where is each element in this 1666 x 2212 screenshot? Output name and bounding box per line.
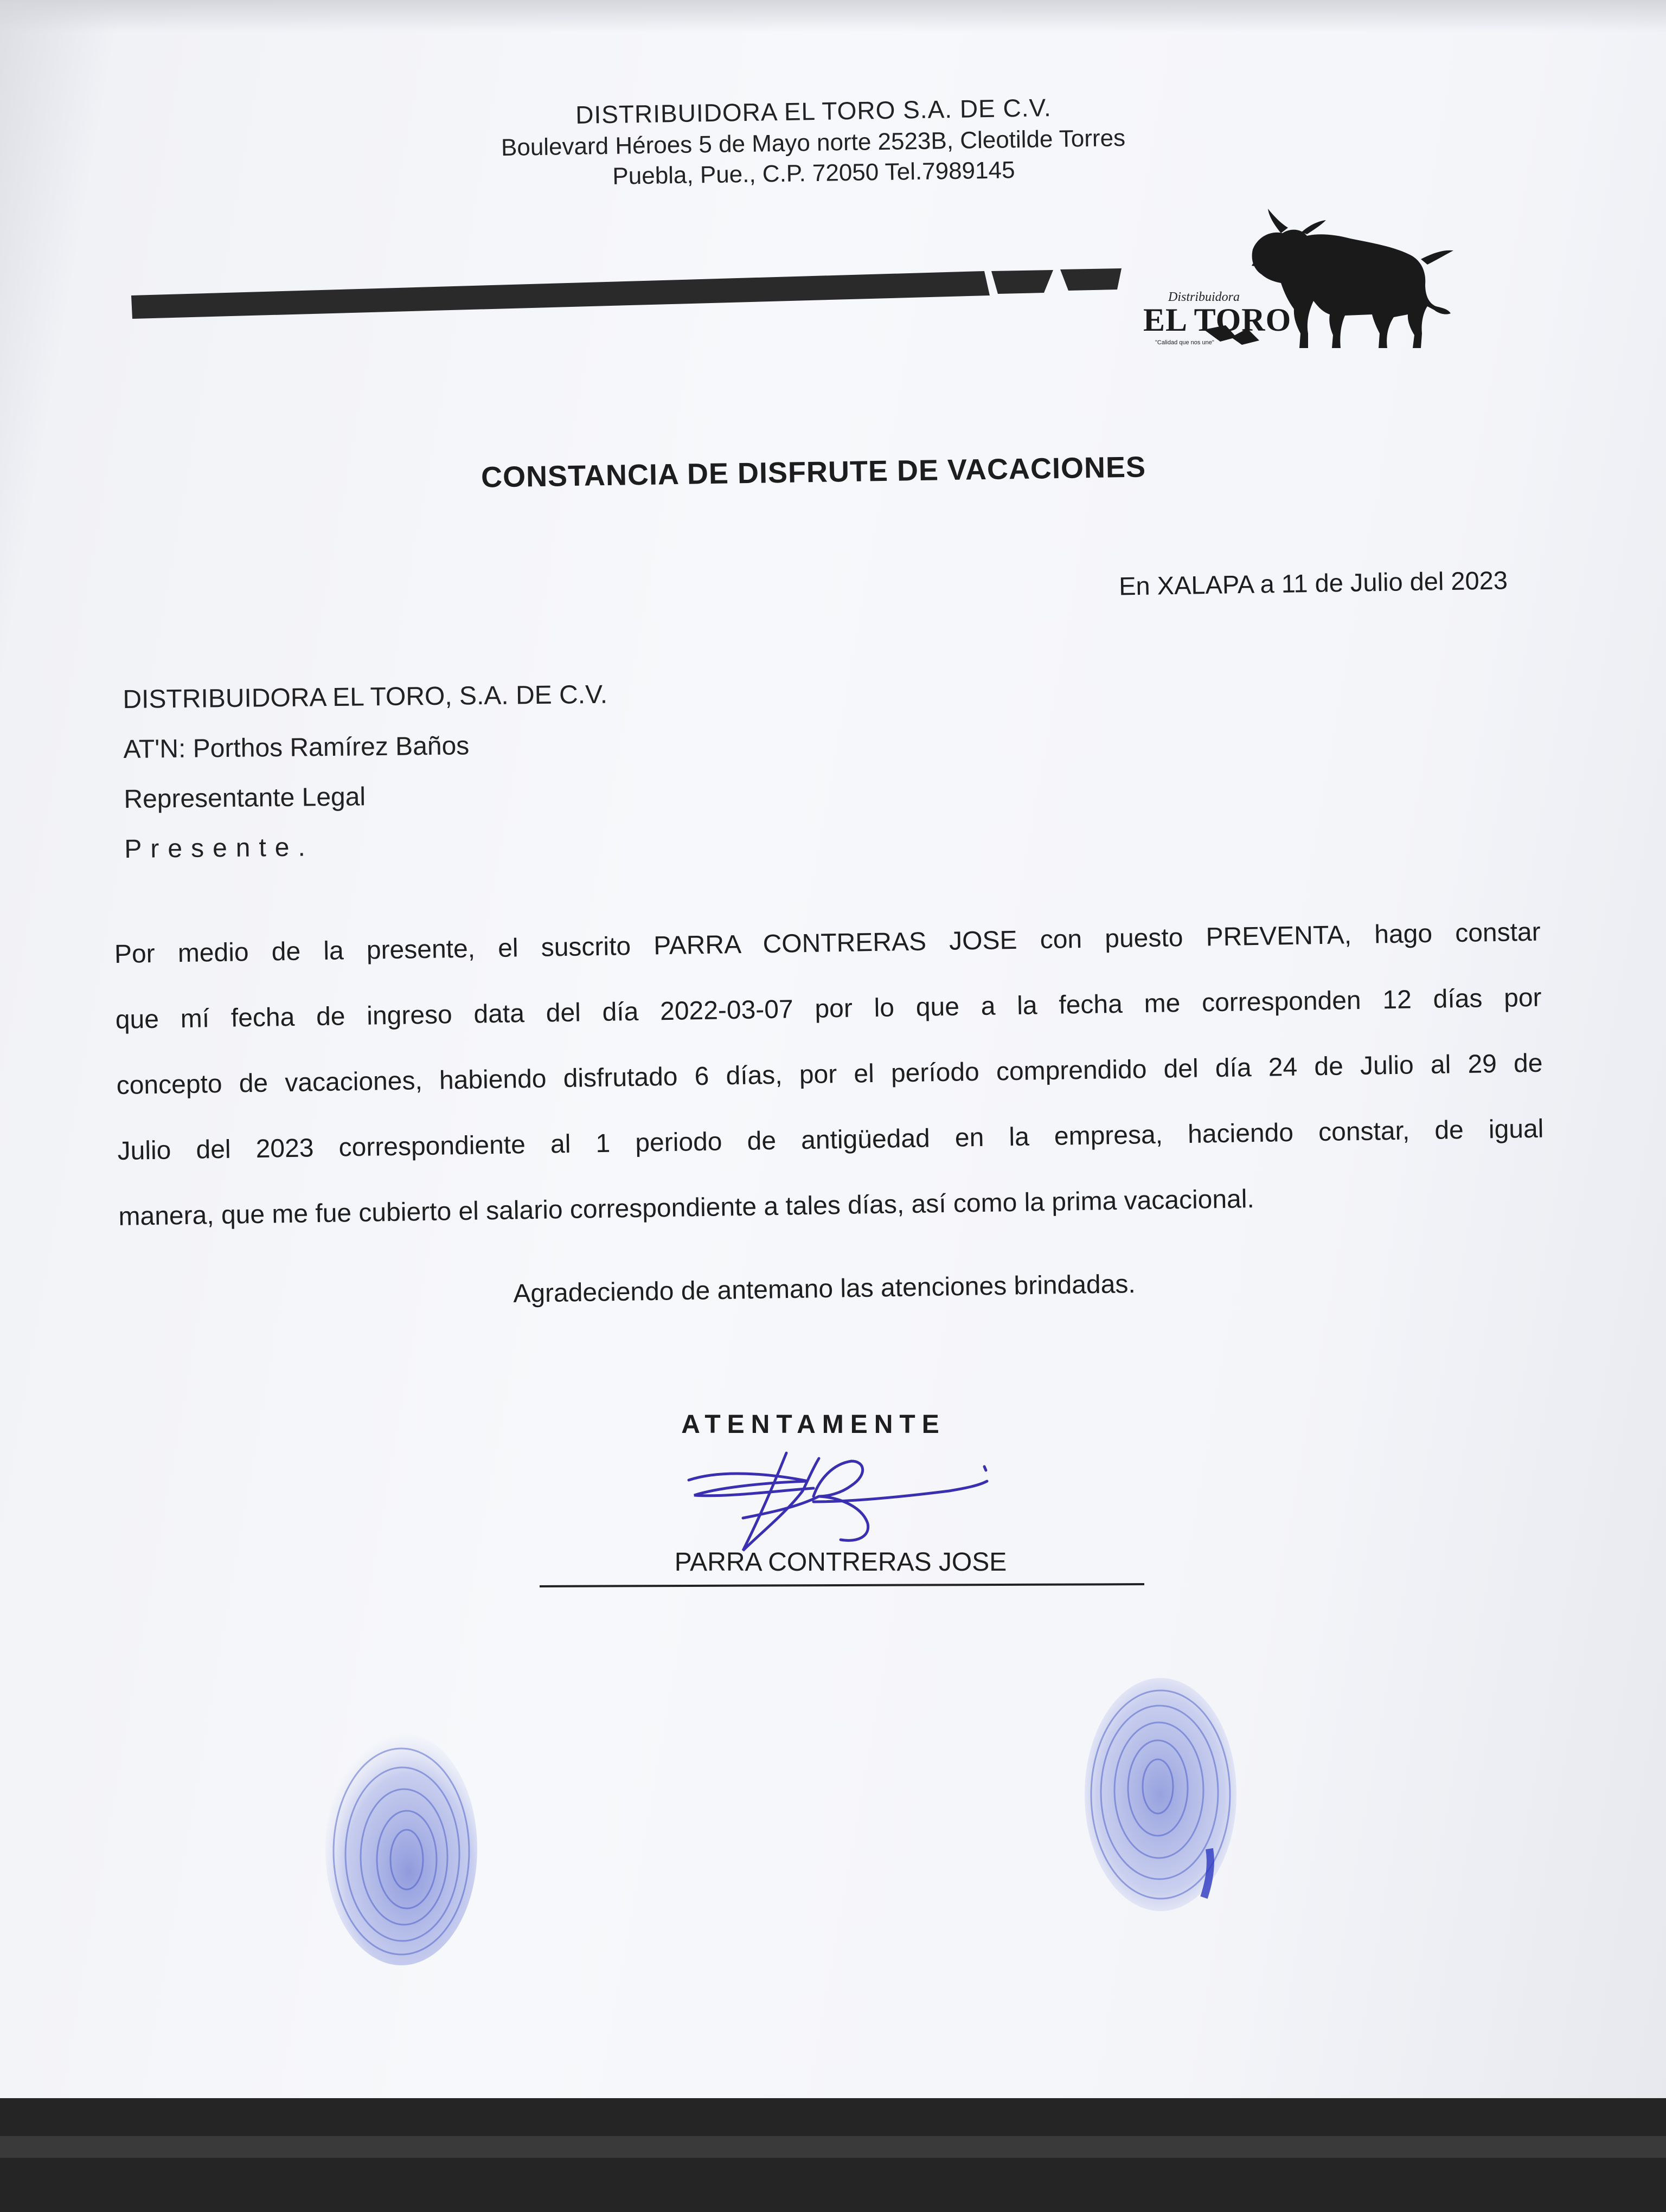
letterhead-company: DISTRIBUIDORA EL TORO S.A. DE C.V. (575, 93, 1052, 129)
recipient-company: DISTRIBUIDORA EL TORO, S.A. DE C.V. (123, 680, 608, 714)
header-bar (125, 255, 1128, 325)
document-title: CONSTANCIA DE DISFRUTE DE VACACIONES (480, 451, 1146, 494)
closing-text: ATENTAMENTE (681, 1410, 946, 1439)
letterhead-address-line2: Puebla, Pue., C.P. 72050 Tel.7989145 (612, 157, 1015, 190)
body-line: concepto de vacaciones, habiendo disfrutado 6 días, por el período comprendido del día 24 de Julio al 29 de (116, 1049, 1543, 1100)
body-paragraph (114, 899, 1545, 1250)
recipient-salutation: Presente. (124, 833, 315, 864)
left-fingerprint-icon (315, 1724, 488, 1973)
bottom-band-highlight (0, 2136, 1666, 2158)
logo-brand-text: EL TORO (1143, 302, 1292, 338)
thanks-line: Agradeciendo de antemano las atenciones brindadas. (512, 1269, 1136, 1309)
logo-tagline: "Calidad que nos une" (1155, 339, 1214, 346)
recipient-block (123, 670, 609, 874)
letterhead-address-line1: Boulevard Héroes 5 de Mayo norte 2523B, Cleotilde Torres (501, 124, 1126, 162)
place-date: En XALAPA a 11 de Julio del 2023 (1118, 565, 1508, 601)
logo-small-text: Distribuidora (1168, 290, 1240, 304)
body-line: Julio del 2023 correspondiente al 1 periodo de antigüedad en la empresa, haciendo constar, de igual (117, 1114, 1544, 1166)
handwritten-signature (678, 1431, 1014, 1605)
body-line: manera, que me fue cubierto el salario correspondiente a tales días, así como la prima vacacional. (118, 1185, 1255, 1231)
recipient-role: Representante Legal (124, 782, 366, 814)
body-line: Por medio de la presente, el suscrito PARRA CONTRERAS JOSE con puesto PREVENTA, hago constar (114, 917, 1541, 969)
body-line: que mí fecha de ingreso data del día 2022-03-07 por lo que a la fecha me corresponden 12 días por (115, 983, 1542, 1034)
signer-name: PARRA CONTRERAS JOSE (674, 1548, 1007, 1577)
right-fingerprint-icon (1074, 1670, 1247, 1919)
page-fold-shadow (0, 0, 1666, 33)
recipient-attention: AT'N: Porthos Ramírez Baños (123, 731, 470, 764)
letterhead-address (412, 121, 1215, 195)
